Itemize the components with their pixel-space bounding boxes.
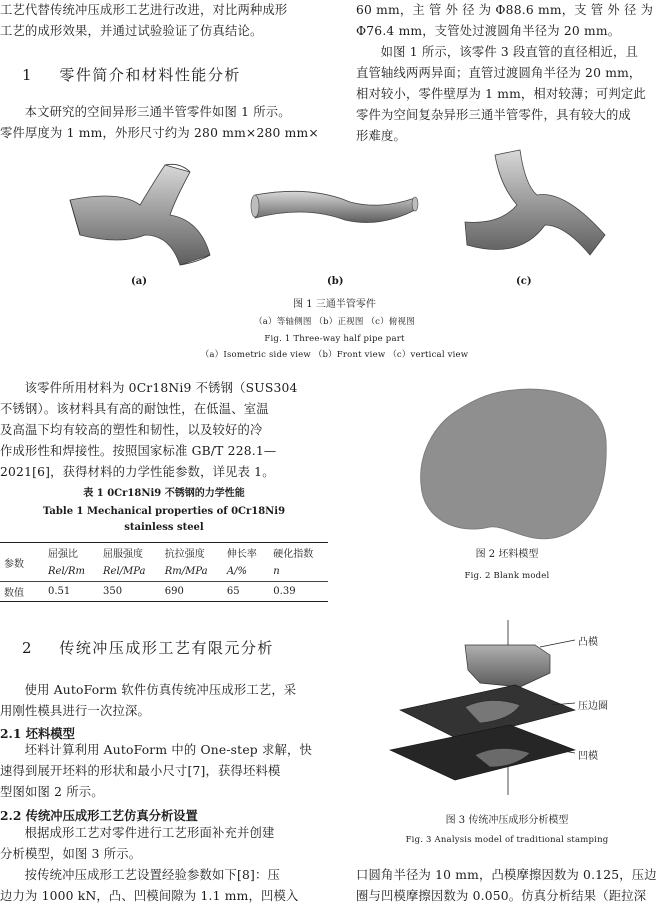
section-2-heading: [22, 637, 274, 658]
figure-3-analysis-model: [380, 615, 580, 800]
figure-1-label-c: (c): [516, 276, 532, 287]
section-2-2-paragraph: 根据成形工艺对零件进行工艺形面补充并创建 分析模型，如图 3 所示。: [0, 826, 275, 861]
table-unit: Rm/MPa: [164, 566, 208, 577]
intro-paragraph-end: 工艺代替传统冲压成形工艺进行改进，对比两种成形 工艺的成形效果，并通过试验验证了仿真结论。: [0, 3, 288, 38]
table-1-caption-cn: 表 1 0Cr18Ni9 不锈钢的力学性能: [83, 488, 245, 499]
figure-1-front-view: [250, 180, 420, 235]
material-paragraph: 该零件所用材料为 0Cr18Ni9 不锈钢（SUS304 不锈钢）。该材料具有高的耐蚀性，在低温、室温 及高温下均有较高的塑性和韧性，以及较好的冷 作成形性和焊接性。按照国家标准 GB/T 228.1— 2021[6]，获得材料的力学性能参数，详见表 1。: [0, 381, 298, 479]
figure-2-caption-en: Fig. 2 Blank model: [464, 571, 550, 581]
figure-3-label-die: 凹模: [578, 751, 598, 762]
table-cell: 0.51: [48, 586, 71, 597]
figure-3-caption-cn: 图 3 传统冲压成形分析模型: [445, 815, 569, 826]
figure-1-label-b: (b): [327, 276, 344, 287]
right-top-paragraph: 60 mm，主 管 外 径 为 Φ88.6 mm，支 管 外 径 为 Φ76.4 mm，支管处过渡圆角半径为 20 mm。: [356, 3, 654, 38]
table-cell: 690: [164, 586, 184, 597]
figure-1-subcaption-en: （a）Isometric side view （b）Front view （c）vertical view: [200, 350, 469, 360]
section-1-heading: [22, 64, 241, 85]
figure-1-caption-cn: 图 1 三通半管零件: [293, 299, 376, 310]
section-2-2-heading: 2.2 传统冲压成形工艺仿真分析设置: [0, 808, 198, 823]
section-title: 传统冲压成形工艺有限元分析: [59, 639, 274, 657]
table-unit-row: [0, 562, 328, 582]
table-1-caption-en-1: Table 1 Mechanical properties of 0Cr18Ni9: [42, 506, 286, 517]
figure-1-caption-en: Fig. 1 Three-way half pipe part: [264, 334, 405, 344]
figure-1-isometric-view: [60, 160, 220, 270]
table-1-caption-en-2: stainless steel: [124, 522, 204, 533]
section-number: 2: [22, 639, 34, 657]
section-2-1-paragraph: 坯料计算利用 AutoForm 中的 One-step 求解，快 速得到展开坯料的形状和最小尺寸[7]，获得坯料模 型图如图 2 所示。: [0, 743, 312, 799]
table-row: [0, 582, 328, 602]
table-cell: 65: [226, 586, 240, 597]
table-header: 屈强比: [48, 549, 78, 560]
figure-1-label-a: (a): [131, 276, 147, 287]
table-cell: 350: [103, 586, 123, 597]
figure-1-subcaption-cn: （a）等轴侧图 （b）正视图 （c）俯视图: [254, 317, 415, 327]
right-bottom-paragraph: 口圆角半径为 10 mm，凸模摩擦因数为 0.125，压边 圈与凹模摩擦因数为 0.050。仿真分析结果（距拉深: [356, 868, 657, 903]
figure-1-top-view: [455, 150, 615, 265]
table-header: 伸长率: [226, 549, 257, 560]
section-1-paragraph: 本文研究的空间异形三通半管零件如图 1 所示。 零件厚度为 1 mm，外形尺寸约为 280 mm×280 mm×: [0, 105, 319, 140]
table-col0-header: 参数: [0, 543, 44, 582]
table-header: 屈服强度: [103, 549, 144, 560]
table-header: 抗拉强度: [164, 549, 205, 560]
process-parameters-paragraph: 按传统冲压成形工艺设置经验参数如下[8]：压 边力为 1000 kN，凸、凹模间隙为 1.1 mm，凹模入: [0, 868, 299, 903]
table-cell: 0.39: [273, 586, 296, 597]
figure-3-label-binder: 压边圈: [578, 701, 608, 712]
figure-2-blank-shape: [418, 385, 608, 545]
section-2-1-heading: 2.1 坯料模型: [0, 726, 75, 741]
table-unit: A/%: [226, 566, 247, 577]
table-header: 硬化指数: [273, 549, 314, 560]
section-2-paragraph: 使用 AutoForm 软件仿真传统冲压成形工艺，采 用刚性模具进行一次拉深。: [0, 683, 297, 718]
table-1: [0, 542, 328, 602]
figure-3-label-punch: 凸模: [578, 637, 598, 648]
table-unit: Rel/Rm: [48, 566, 86, 577]
table-header-row: [0, 543, 328, 563]
table-unit: Rel/MPa: [103, 566, 146, 577]
table-unit: n: [273, 566, 280, 577]
right-part-description: 如图 1 所示，该零件 3 段直管的直径相近，且 直管轴线两两异面；直管过渡圆角半径为 20 mm， 相对较小，零件壁厚为 1 mm，相对较薄；可判定此 零件为空间复杂异形三通半管零件，具有较大的成 形难度。: [356, 45, 646, 143]
section-number: 1: [22, 66, 34, 84]
table-row-label: 数值: [4, 588, 24, 599]
section-title: 零件简介和材料性能分析: [59, 66, 241, 84]
figure-2-caption-cn: 图 2 坯料模型: [475, 549, 539, 560]
figure-3-caption-en: Fig. 3 Analysis model of traditional stamping: [405, 835, 609, 845]
